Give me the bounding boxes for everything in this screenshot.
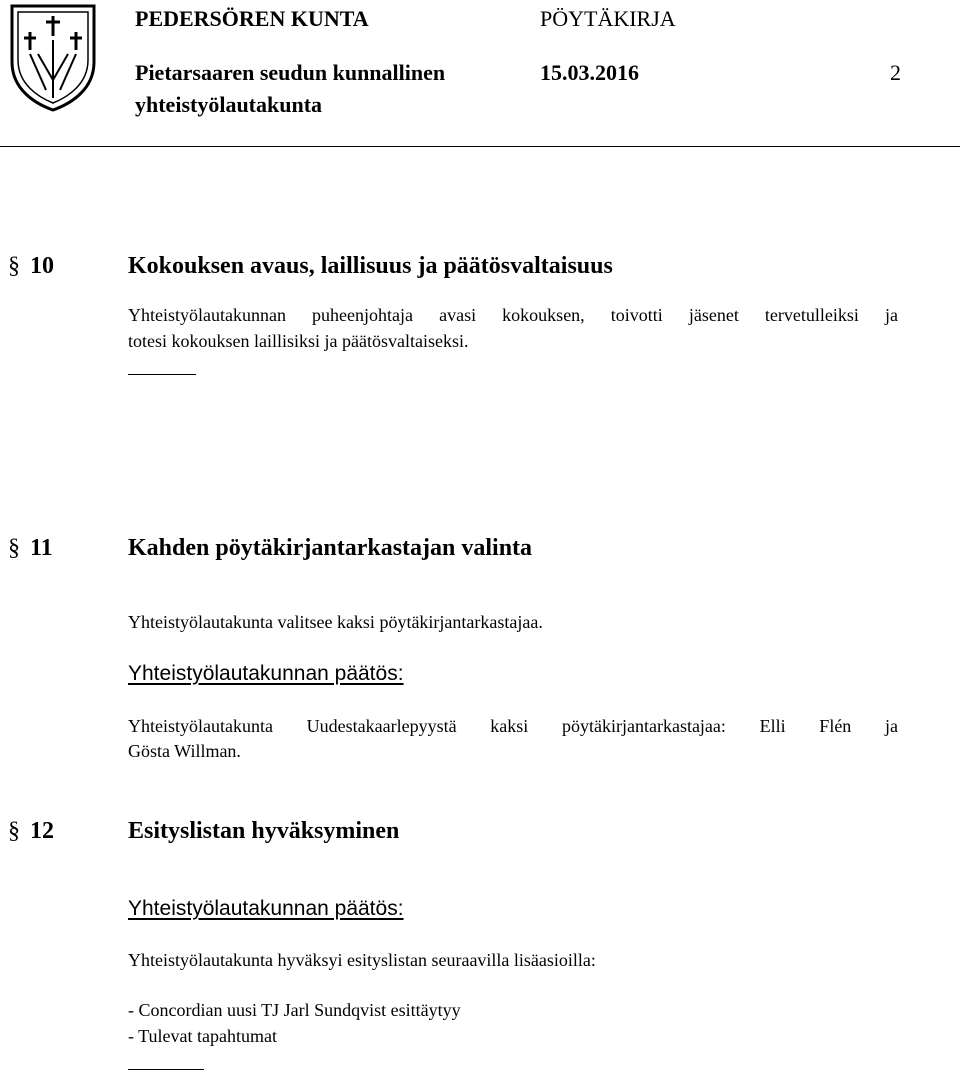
section-body-line: Yhteistyölautakunnan puheenjohtaja avasi kokouksen, toivotti jäsenet tervetulleiksi ja [128,305,898,325]
municipal-coat-of-arms-logo [8,2,98,112]
body-name-line1: Pietarsaaren seudun kunnallinen [135,60,446,85]
section-number: 11 [30,535,53,561]
list-item: - Concordian uusi TJ Jarl Sundqvist esittäytyy [128,1000,461,1020]
section-title: Kokouksen avaus, laillisuus ja päätösvaltaisuus [128,253,613,279]
section-body-line: totesi kokouksen laillisiksi ja päätösvaltaiseksi. [128,331,469,351]
section-body-line: Yhteistyölautakunta valitsee kaksi pöytäkirjantarkastajaa. [128,612,543,632]
meeting-date: 15.03.2016 [540,60,639,85]
decision-line: Yhteistyölautakunta hyväksyi esityslistan seuraavilla lisäasioilla: [128,950,596,970]
section-end-rule [128,1069,204,1070]
decision-label: Yhteistyölautakunnan päätös: [128,897,404,920]
decision-line: Yhteistyölautakunta Uudestakaarlepyystä kaksi pöytäkirjantarkastajaa: Elli Flén ja [128,716,898,736]
section-sign: § [8,818,20,844]
list-item: - Tulevat tapahtumat [128,1026,277,1046]
section-sign: § [8,253,20,279]
org-name: PEDERSÖREN KUNTA [135,6,369,31]
section-number: 12 [30,818,54,844]
section-sign: § [8,535,20,561]
section-title: Esityslistan hyväksyminen [128,818,400,844]
body-name-line2: yhteistyölautakunta [135,92,323,117]
section-title: Kahden pöytäkirjantarkastajan valinta [128,535,533,561]
decision-label: Yhteistyölautakunnan päätös: [128,662,404,685]
section-number: 10 [30,253,54,279]
doc-type: PÖYTÄKIRJA [540,6,676,31]
header-rule [0,146,960,147]
section-end-rule [128,374,196,375]
decision-line: Gösta Willman. [128,741,241,761]
page-number: 2 [890,60,901,85]
